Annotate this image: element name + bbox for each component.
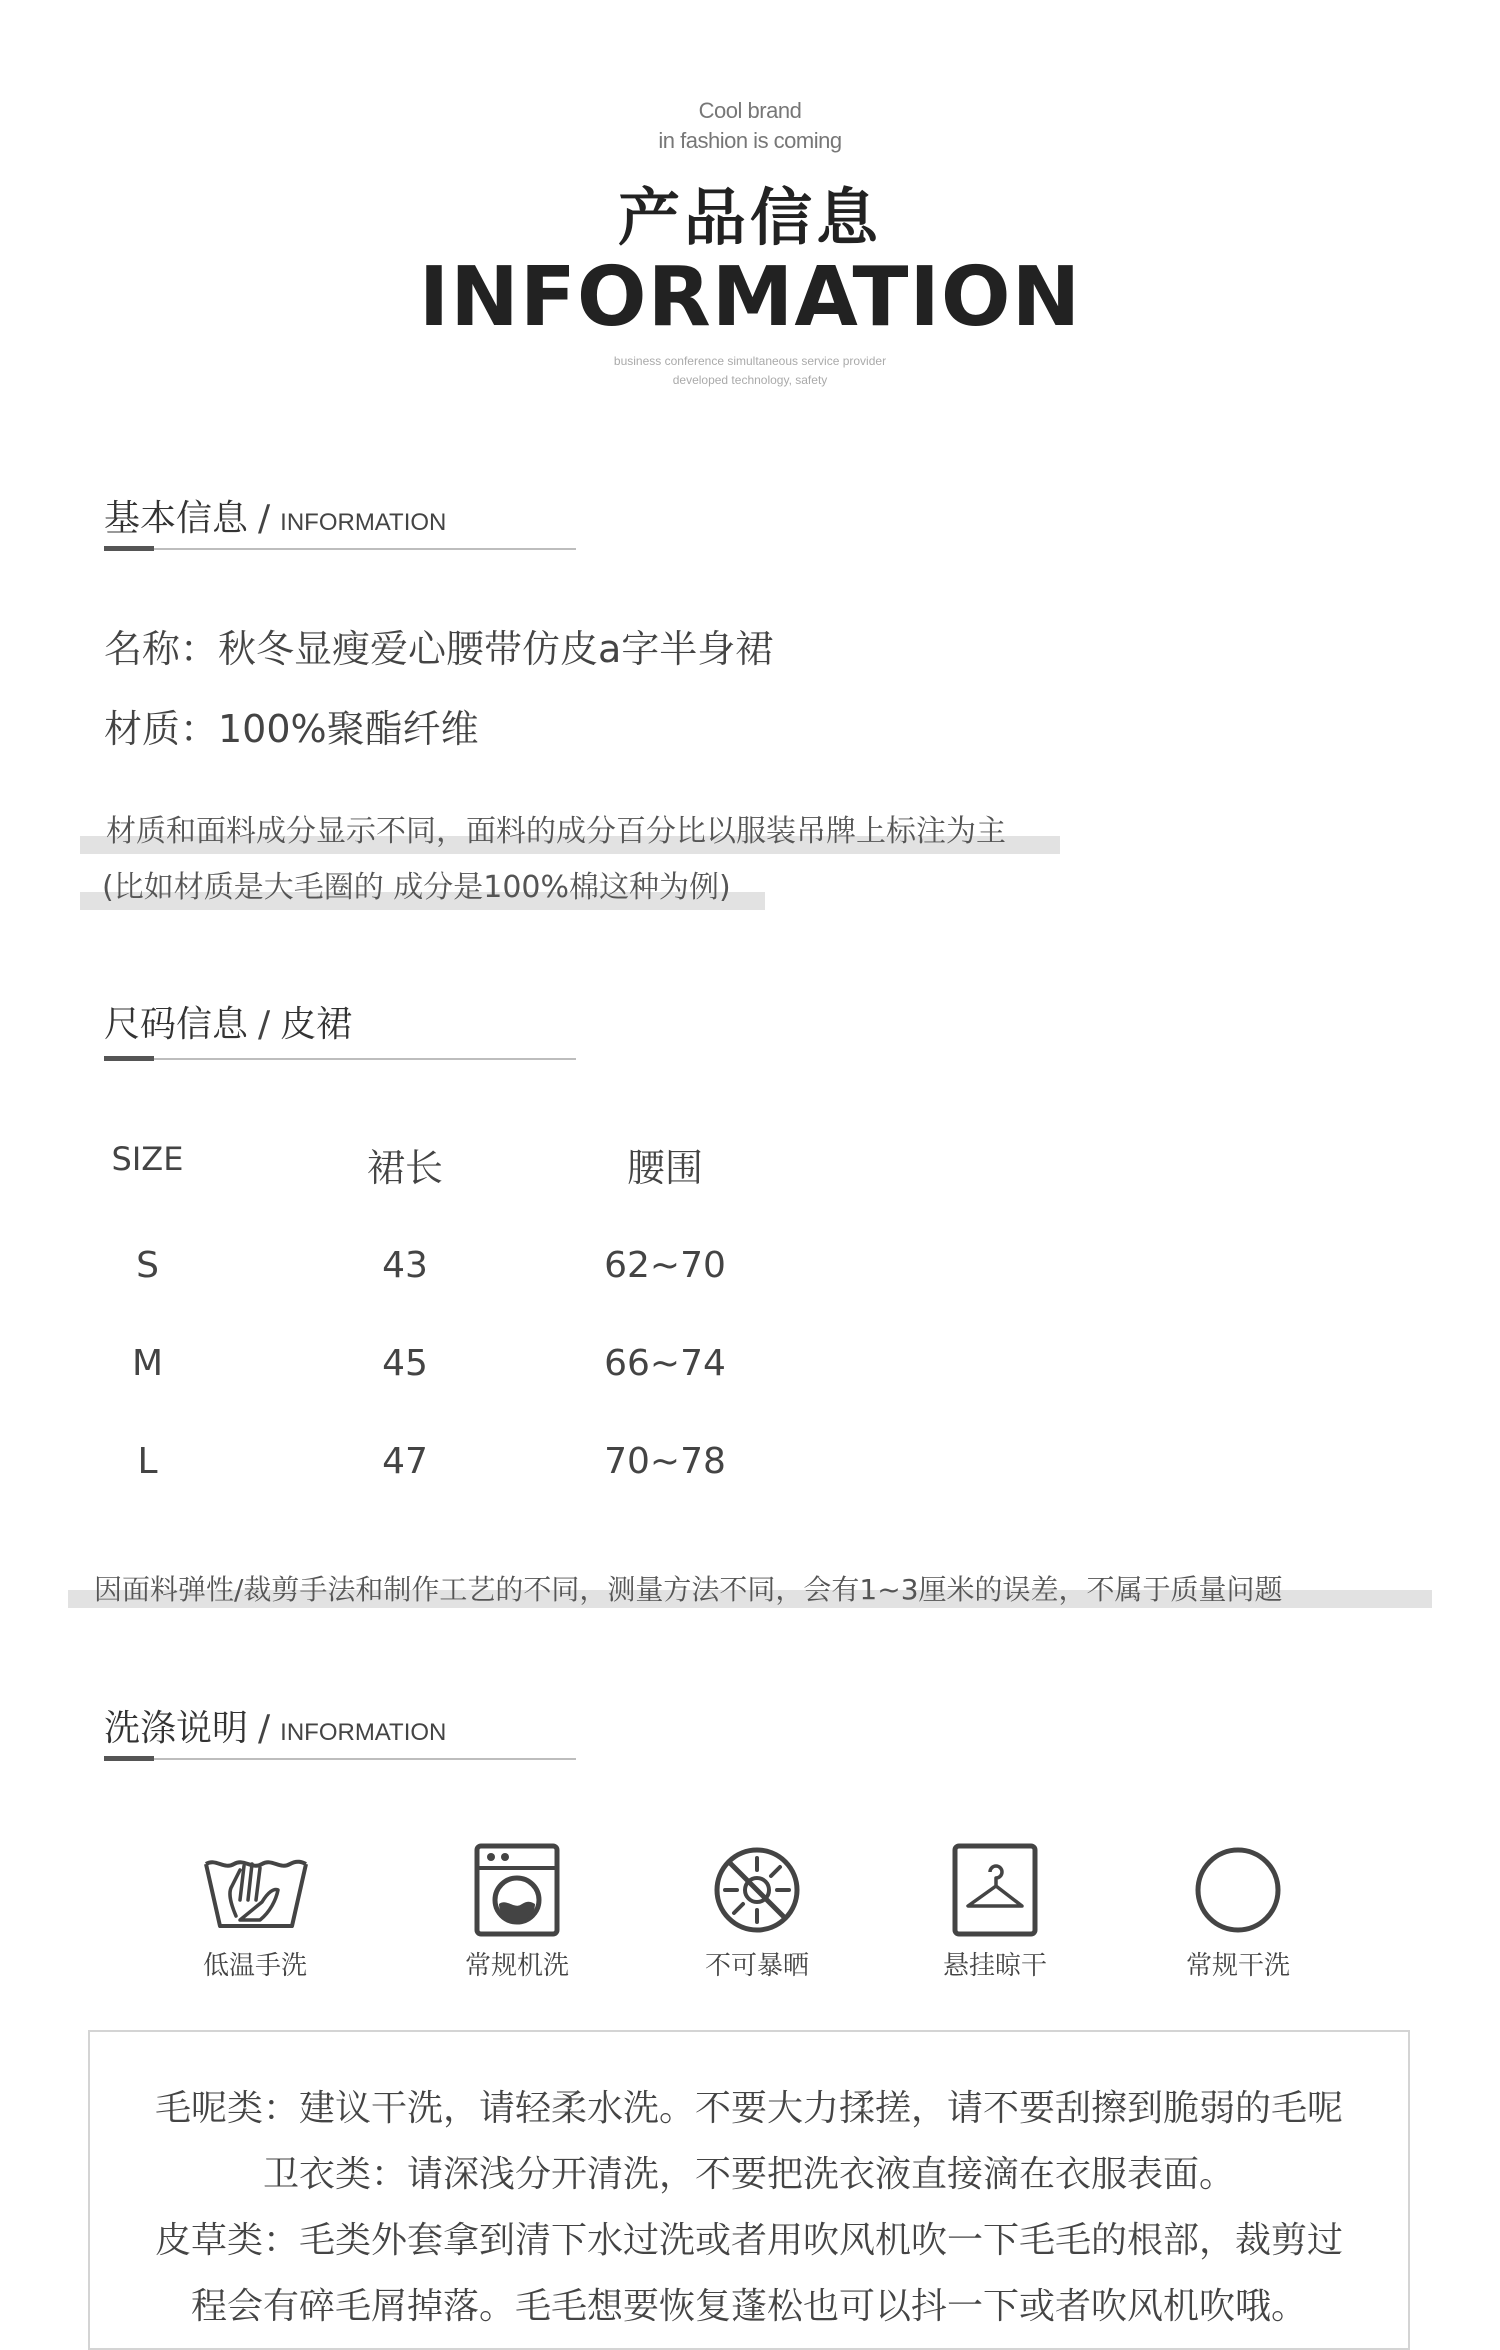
section-subtitle: INFORMATION bbox=[280, 1719, 447, 1746]
section-title-text: 洗涤说明 bbox=[104, 1708, 249, 1749]
section-title-basic-info: 基本信息 / INFORMATION bbox=[104, 498, 447, 539]
section-title-washing: 洗涤说明 / INFORMATION bbox=[104, 1708, 447, 1749]
product-material: 材质：100%聚酯纤维 bbox=[104, 707, 479, 751]
size-table-header: 腰围 bbox=[626, 1146, 703, 1190]
section-divider-accent bbox=[104, 1056, 154, 1061]
material-note-2: (比如材质是大毛圈的 成分是100%棉这种为例) bbox=[102, 870, 731, 905]
section-divider bbox=[104, 1758, 576, 1760]
size-table-cell: 43 bbox=[382, 1245, 428, 1286]
care-label: 低温手洗 bbox=[202, 1951, 307, 1981]
section-divider bbox=[104, 548, 576, 550]
size-table-header: SIZE bbox=[111, 1140, 184, 1178]
size-table-cell: 47 bbox=[382, 1441, 428, 1482]
page-title-cn: 产品信息 bbox=[617, 181, 882, 254]
dry-clean-icon bbox=[1183, 1840, 1293, 1940]
brand-tagline-line1: Cool brand bbox=[698, 98, 802, 123]
size-table-header: 裙长 bbox=[366, 1146, 443, 1190]
section-divider bbox=[104, 1058, 576, 1060]
small-tagline-2: developed technology, safety bbox=[672, 373, 828, 387]
care-note-line: 皮草类：毛类外套拿到清下水过洗或者用吹风机吹一下毛毛的根部，裁剪过 bbox=[154, 2220, 1343, 2261]
section-subtitle: INFORMATION bbox=[280, 509, 447, 536]
size-table-cell: 70~78 bbox=[604, 1441, 726, 1482]
material-note-1: 材质和面料成分显示不同，面料的成分百分比以服装吊牌上标注为主 bbox=[106, 814, 1006, 849]
machine-wash-icon bbox=[462, 1840, 572, 1940]
section-divider-accent bbox=[104, 546, 154, 551]
size-table-cell: M bbox=[131, 1343, 164, 1384]
care-note-line: 卫衣类：请深浅分开清洗，不要把洗衣液直接滴在衣服表面。 bbox=[262, 2154, 1235, 2195]
size-table-cell: 66~74 bbox=[604, 1343, 726, 1384]
size-table-cell: 45 bbox=[382, 1343, 428, 1384]
care-label: 悬挂晾干 bbox=[942, 1951, 1047, 1981]
size-table-cell: S bbox=[136, 1245, 159, 1286]
no-sun-icon bbox=[702, 1840, 812, 1940]
care-note-line: 毛呢类：建议干洗，请轻柔水洗。不要大力揉搓，请不要刮擦到脆弱的毛呢 bbox=[154, 2088, 1343, 2129]
small-tagline-1: business conference simultaneous service provider bbox=[613, 354, 887, 368]
care-note-line: 程会有碎毛屑掉落。毛毛想要恢复蓬松也可以抖一下或者吹风机吹哦。 bbox=[190, 2286, 1307, 2327]
page-title-en: INFORMATION bbox=[418, 250, 1082, 345]
size-table-cell: 62~70 bbox=[604, 1245, 726, 1286]
size-note: 因面料弹性/裁剪手法和制作工艺的不同，测量方法不同，会有1~3厘米的误差，不属于质量问题 bbox=[94, 1573, 1283, 1606]
care-label: 不可暴晒 bbox=[704, 1951, 809, 1981]
care-label: 常规干洗 bbox=[1185, 1951, 1290, 1981]
brand-tagline-line2: in fashion is coming bbox=[658, 128, 842, 153]
section-subtitle: 皮裙 bbox=[280, 1004, 353, 1045]
product-name: 名称：秋冬显瘦爱心腰带仿皮a字半身裙 bbox=[104, 627, 774, 671]
section-divider-accent bbox=[104, 1756, 154, 1761]
hang-dry-icon bbox=[940, 1840, 1050, 1940]
size-table-cell: L bbox=[137, 1441, 158, 1482]
care-label: 常规机洗 bbox=[464, 1951, 569, 1981]
section-title-size-info: 尺码信息 / 皮裙 bbox=[104, 1004, 353, 1045]
hand-wash-icon bbox=[200, 1840, 310, 1940]
section-title-text: 基本信息 bbox=[104, 498, 249, 539]
section-title-text: 尺码信息 bbox=[104, 1004, 249, 1045]
